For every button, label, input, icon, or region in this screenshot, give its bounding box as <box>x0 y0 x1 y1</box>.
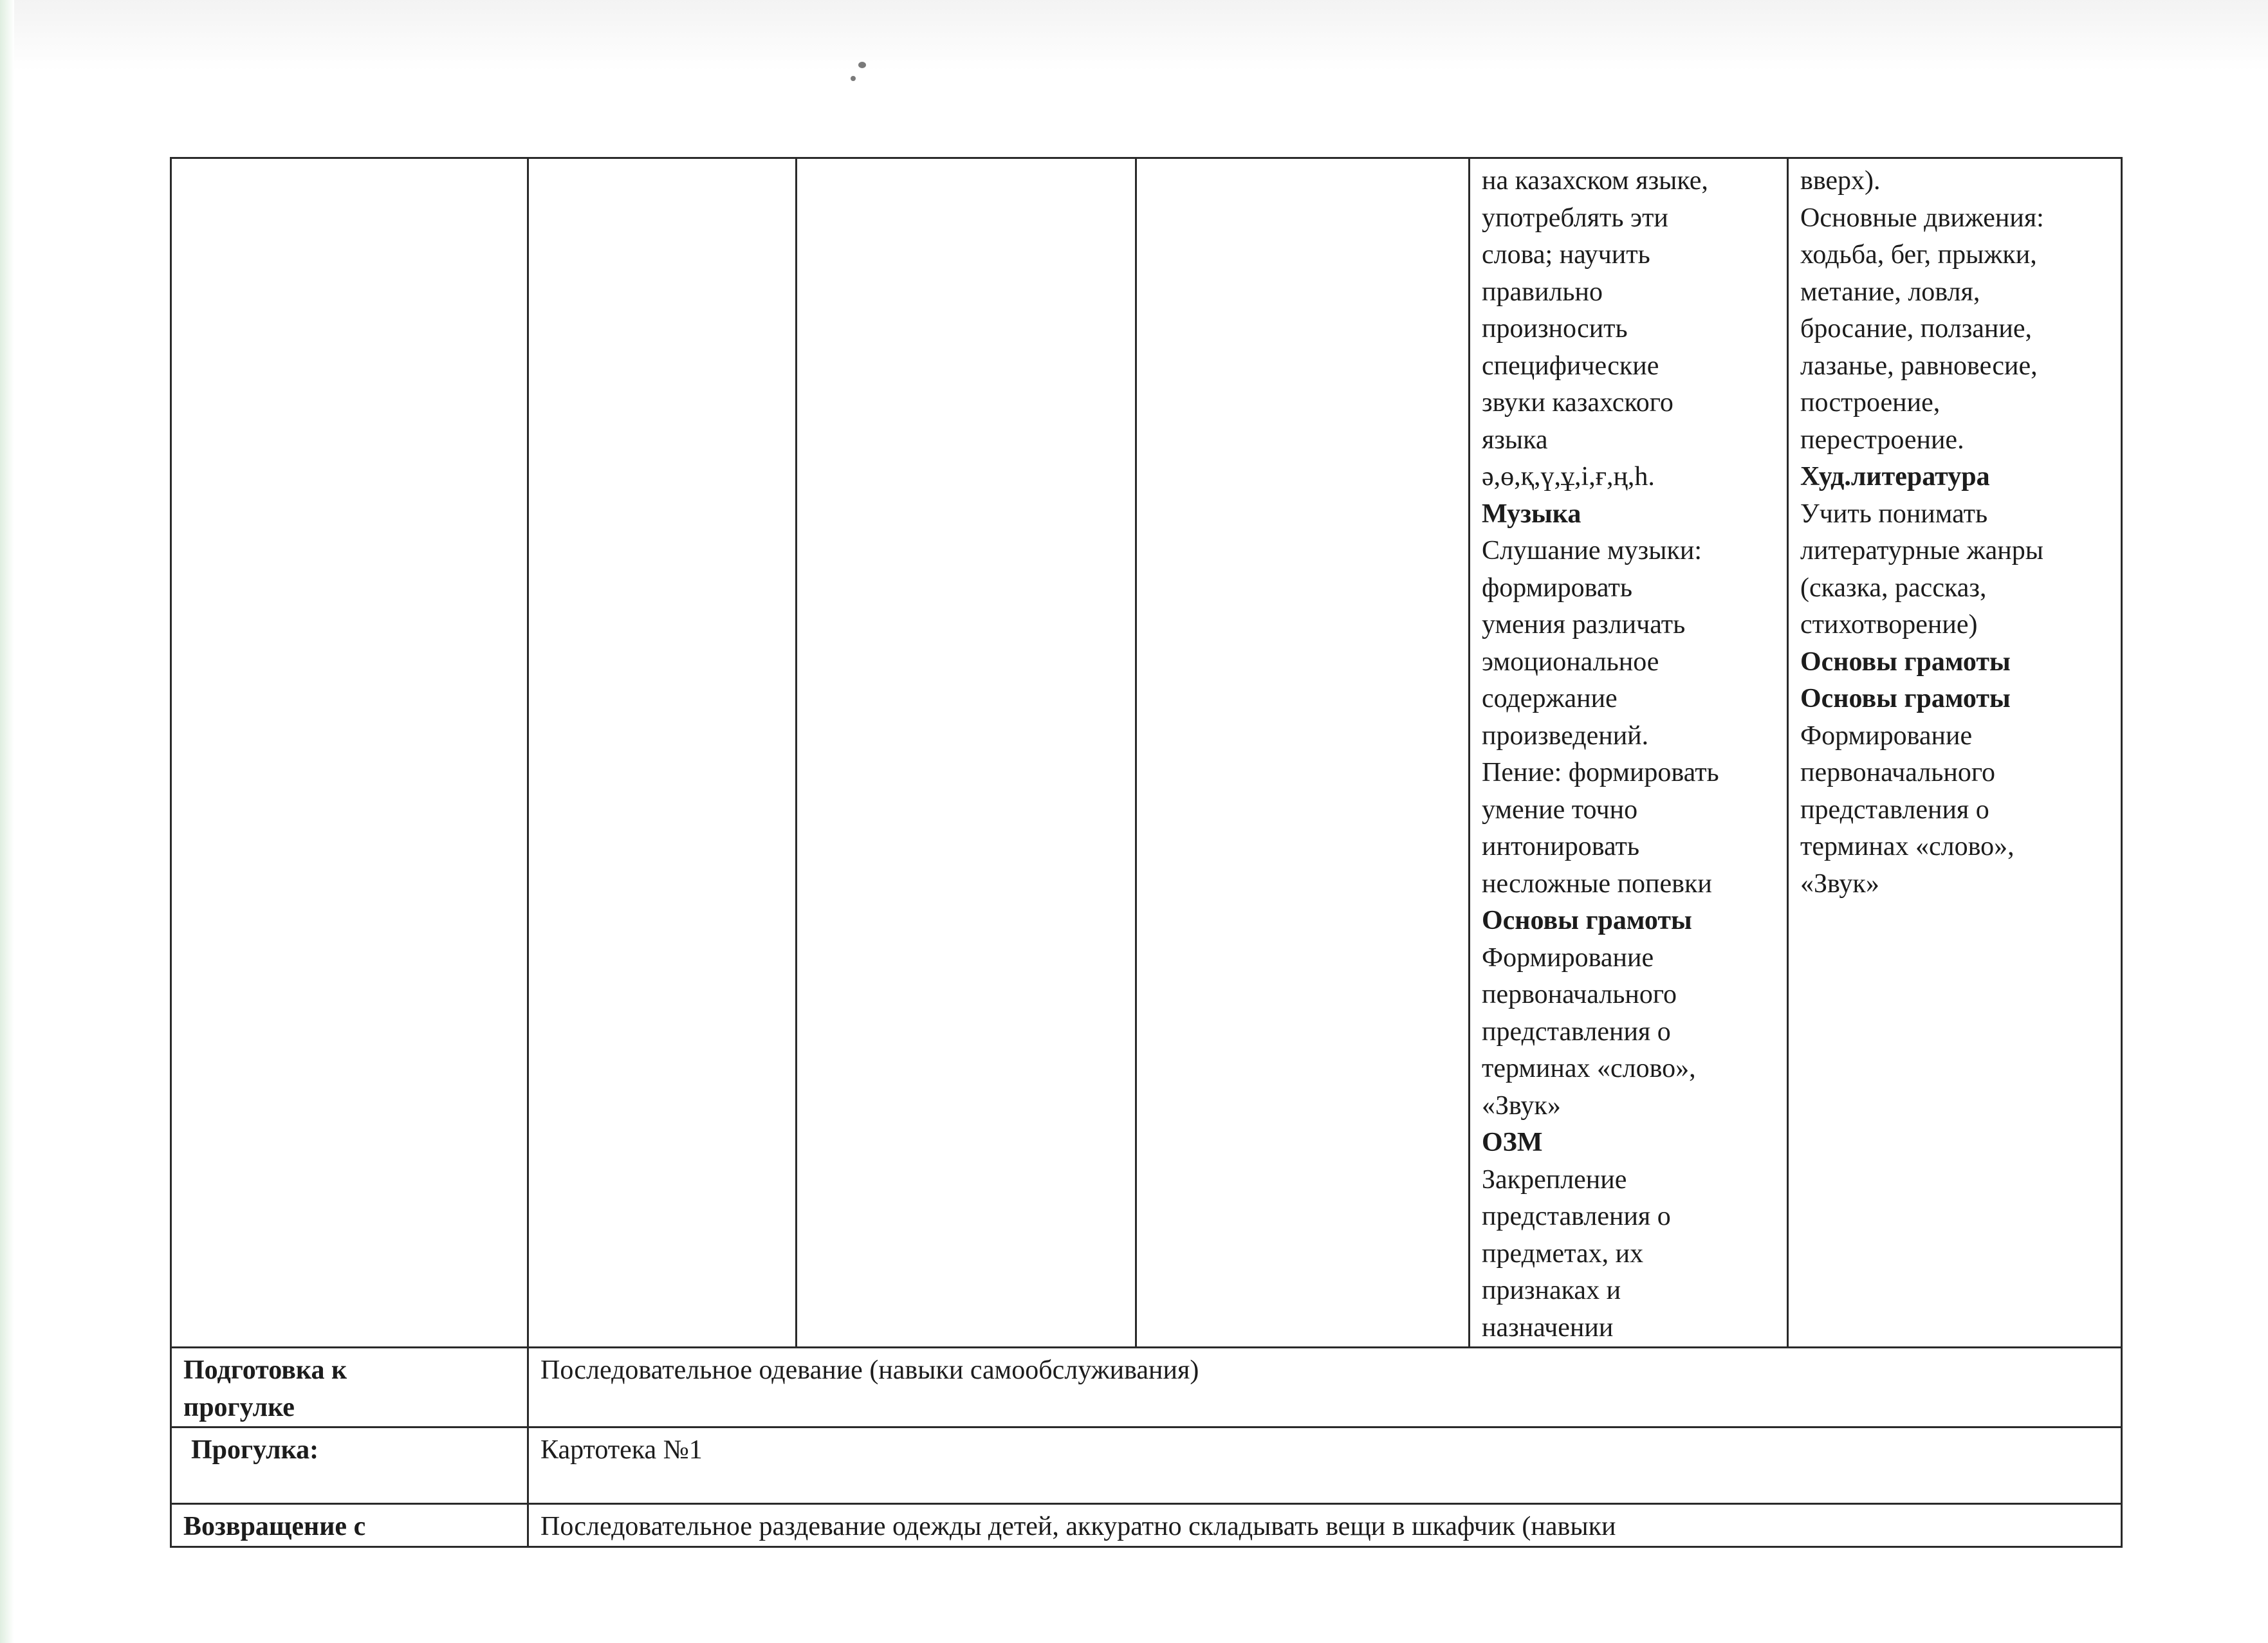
text-line: представления о <box>1482 1202 1671 1231</box>
text-line: представления о <box>1482 1016 1671 1047</box>
text-line: умения различать <box>1482 610 1686 639</box>
row-label: Прогулка: <box>191 1435 319 1465</box>
text-line: «Звук» <box>1482 1090 1561 1121</box>
plan-table <box>170 157 2123 1548</box>
text-line: Пение: формировать <box>1482 758 1719 787</box>
text-line: стихотворение) <box>1800 610 1978 639</box>
table-row <box>171 1504 2122 1547</box>
row-content: Картотека №1 <box>540 1435 703 1465</box>
empty-cell <box>171 158 528 1348</box>
text-line: литературные жанры <box>1800 536 2043 565</box>
scan-edge-top <box>0 0 2268 71</box>
text-line: интонировать <box>1482 832 1640 861</box>
text-line: метание, ловля, <box>1800 277 1980 307</box>
text-line: произведений. <box>1482 721 1649 751</box>
text-line: Основные движения: <box>1800 203 2044 233</box>
empty-cell <box>797 158 1136 1348</box>
scan-edge-left <box>0 0 14 1643</box>
text-line: языка <box>1482 425 1548 455</box>
text-line: предметах, их <box>1482 1238 1644 1269</box>
row-label-cell <box>171 1427 528 1504</box>
subject-heading: Основы грамоты <box>1800 647 2011 677</box>
text-line: представления о <box>1800 794 1989 825</box>
text-line: Формирование <box>1482 942 1654 973</box>
text-line: звуки казахского <box>1482 388 1673 418</box>
text-line: формировать <box>1482 573 1632 603</box>
row-label: прогулке <box>183 1392 295 1422</box>
text-line: назначении <box>1482 1312 1614 1343</box>
text-line: Формирование <box>1800 721 1973 751</box>
text-line: на казахском языке, <box>1482 166 1708 196</box>
text-line: первоначального <box>1482 980 1677 1009</box>
text-line: «Звук» <box>1800 868 1879 899</box>
text-line: произносить <box>1482 314 1628 344</box>
subject-heading: Худ.литература <box>1800 462 1990 491</box>
text-line: эмоциональное <box>1482 647 1659 677</box>
empty-cell <box>1136 158 1470 1348</box>
scan-speck <box>858 62 866 68</box>
text-line: Слушание музыки: <box>1482 536 1702 565</box>
text-line: Учить понимать <box>1800 499 1988 529</box>
text-line: ә,ө,қ,ү,ұ,і,ғ,ң,һ. <box>1482 462 1655 491</box>
text-line: перестроение. <box>1800 425 1964 455</box>
row-content-cell <box>528 1348 2122 1427</box>
text-line: бросание, ползание, <box>1800 314 2033 344</box>
table-row <box>171 1348 2122 1427</box>
empty-cell <box>528 158 797 1348</box>
text-line: построение, <box>1800 388 1941 418</box>
text-line: вверх). <box>1800 166 1881 196</box>
row-label-cell <box>171 1504 528 1547</box>
text-line: несложные попевки <box>1482 868 1712 899</box>
text-line: первоначального <box>1800 758 1996 787</box>
row-content: Последовательное одевание (навыки самообслуживания) <box>540 1355 1199 1385</box>
text-line: Закрепление <box>1482 1164 1627 1195</box>
text-line: лазанье, равновесие, <box>1800 351 2038 381</box>
text-line: умение точно <box>1482 794 1638 825</box>
text-line: употреблять эти <box>1482 203 1668 233</box>
subject-heading: Основы грамоты <box>1800 684 2011 713</box>
row-content: Последовательное раздевание одежды детей, аккуратно складывать вещи в шкафчик (навыки <box>540 1512 1616 1541</box>
subject-heading: Музыка <box>1482 499 1581 529</box>
text-line: (сказка, рассказ, <box>1800 573 1987 603</box>
subject-heading: ОЗМ <box>1482 1128 1543 1157</box>
row-label-cell <box>171 1348 528 1427</box>
row-content-cell <box>528 1427 2122 1504</box>
text-line: ходьба, бег, прыжки, <box>1800 240 2037 270</box>
text-line: слова; научить <box>1482 240 1650 270</box>
text-line: терминах «слово», <box>1482 1054 1696 1083</box>
activities-cell-col5 <box>1470 158 1788 1348</box>
text-line: признаках и <box>1482 1276 1621 1305</box>
text-line: содержание <box>1482 684 1618 713</box>
subject-heading: Основы грамоты <box>1482 906 1692 935</box>
row-label: Подготовка к <box>183 1355 347 1385</box>
text-line: терминах «слово», <box>1800 832 2014 861</box>
table-row <box>171 1427 2122 1504</box>
text-line: правильно <box>1482 277 1603 307</box>
text-line: специфические <box>1482 351 1659 381</box>
row-label: Возвращение с <box>183 1512 366 1541</box>
row-content-cell <box>528 1504 2122 1547</box>
table-row <box>171 158 2122 1348</box>
scan-speck <box>851 76 856 81</box>
activities-cell-col6 <box>1788 158 2122 1348</box>
